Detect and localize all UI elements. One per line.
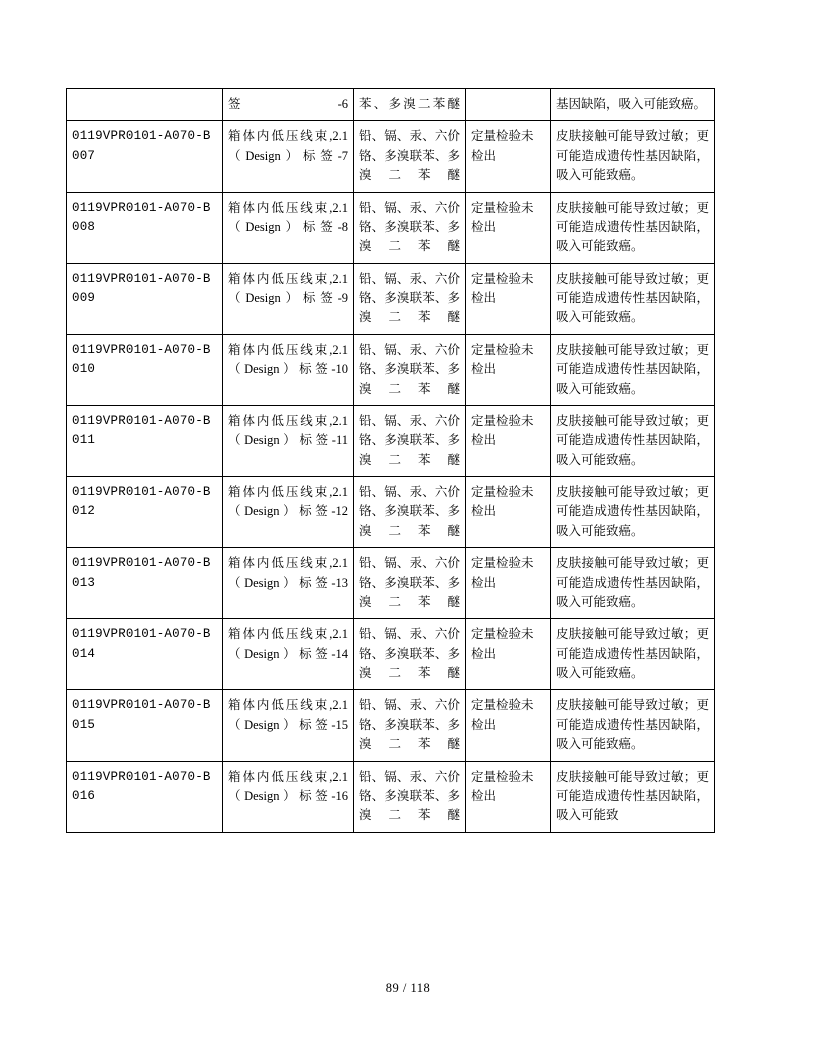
cell-substances: 铅、镉、汞、六价铬、多溴联苯、多溴二苯醚 xyxy=(354,192,466,263)
cell-hazard-description: 皮肤接触可能导致过敏；更可能造成遗传性基因缺陷，吸入可能致癌。 xyxy=(551,334,715,405)
cell-test-result: 定量检验未检出 xyxy=(466,477,551,548)
table-row xyxy=(67,548,715,619)
table-body xyxy=(67,89,715,833)
cell-hazard-description: 皮肤接触可能导致过敏；更可能造成遗传性基因缺陷，吸入可能致癌。 xyxy=(551,548,715,619)
cell-component-code xyxy=(67,89,223,121)
cell-test-result: 定量检验未检出 xyxy=(466,548,551,619)
cell-hazard-description: 皮肤接触可能导致过敏；更可能造成遗传性基因缺陷，吸入可能致癌。 xyxy=(551,192,715,263)
cell-part-name: 箱体内低压线束,2.1（Design）标签-11 xyxy=(223,405,354,476)
cell-hazard-description: 皮肤接触可能导致过敏；更可能造成遗传性基因缺陷，吸入可能致癌。 xyxy=(551,121,715,192)
table-row xyxy=(67,690,715,761)
cell-part-name: 箱体内低压线束,2.1（Design）标签-10 xyxy=(223,334,354,405)
cell-test-result: 定量检验未检出 xyxy=(466,121,551,192)
table-row xyxy=(67,121,715,192)
cell-component-code: 0119VPR0101-A070-B014 xyxy=(67,619,223,690)
cell-component-code: 0119VPR0101-A070-B010 xyxy=(67,334,223,405)
page-number-footer: 89 / 118 xyxy=(385,981,431,995)
compliance-table xyxy=(66,88,715,833)
cell-test-result xyxy=(466,89,551,121)
cell-part-name: 箱体内低压线束,2.1（Design）标签-7 xyxy=(223,121,354,192)
table-row xyxy=(67,405,715,476)
cell-test-result: 定量检验未检出 xyxy=(466,334,551,405)
cell-test-result: 定量检验未检出 xyxy=(466,761,551,832)
cell-component-code: 0119VPR0101-A070-B013 xyxy=(67,548,223,619)
cell-part-name: 箱体内低压线束,2.1（Design）标签-16 xyxy=(223,761,354,832)
table-row xyxy=(67,89,715,121)
table-row xyxy=(67,334,715,405)
cell-test-result: 定量检验未检出 xyxy=(466,619,551,690)
cell-part-name: 箱体内低压线束,2.1（Design）标签-13 xyxy=(223,548,354,619)
cell-component-code: 0119VPR0101-A070-B012 xyxy=(67,477,223,548)
cell-test-result: 定量检验未检出 xyxy=(466,192,551,263)
cell-component-code: 0119VPR0101-A070-B008 xyxy=(67,192,223,263)
cell-substances: 苯、多溴二苯醚 xyxy=(354,89,466,121)
cell-substances: 铅、镉、汞、六价铬、多溴联苯、多溴二苯醚 xyxy=(354,548,466,619)
cell-substances: 铅、镉、汞、六价铬、多溴联苯、多溴二苯醚 xyxy=(354,121,466,192)
cell-component-code: 0119VPR0101-A070-B007 xyxy=(67,121,223,192)
table-row xyxy=(67,263,715,334)
table-row xyxy=(67,477,715,548)
cell-component-code: 0119VPR0101-A070-B009 xyxy=(67,263,223,334)
cell-substances: 铅、镉、汞、六价铬、多溴联苯、多溴二苯醚 xyxy=(354,405,466,476)
cell-hazard-description: 基因缺陷，吸入可能致癌。 xyxy=(551,89,715,121)
cell-test-result: 定量检验未检出 xyxy=(466,690,551,761)
cell-component-code: 0119VPR0101-A070-B016 xyxy=(67,761,223,832)
cell-hazard-description: 皮肤接触可能导致过敏；更可能造成遗传性基因缺陷，吸入可能致癌。 xyxy=(551,619,715,690)
cell-hazard-description: 皮肤接触可能导致过敏；更可能造成遗传性基因缺陷，吸入可能致癌。 xyxy=(551,690,715,761)
cell-substances: 铅、镉、汞、六价铬、多溴联苯、多溴二苯醚 xyxy=(354,619,466,690)
table-row xyxy=(67,761,715,832)
cell-part-name: 箱体内低压线束,2.1（Design）标签-8 xyxy=(223,192,354,263)
cell-part-name: 箱体内低压线束,2.1（Design）标签-12 xyxy=(223,477,354,548)
cell-hazard-description: 皮肤接触可能导致过敏；更可能造成遗传性基因缺陷，吸入可能致癌。 xyxy=(551,405,715,476)
cell-part-name: 箱体内低压线束,2.1（Design）标签-15 xyxy=(223,690,354,761)
cell-test-result: 定量检验未检出 xyxy=(466,405,551,476)
cell-substances: 铅、镉、汞、六价铬、多溴联苯、多溴二苯醚 xyxy=(354,761,466,832)
cell-substances: 铅、镉、汞、六价铬、多溴联苯、多溴二苯醚 xyxy=(354,263,466,334)
cell-hazard-description: 皮肤接触可能导致过敏；更可能造成遗传性基因缺陷，吸入可能致癌。 xyxy=(551,477,715,548)
cell-substances: 铅、镉、汞、六价铬、多溴联苯、多溴二苯醚 xyxy=(354,690,466,761)
cell-component-code: 0119VPR0101-A070-B015 xyxy=(67,690,223,761)
table-row xyxy=(67,192,715,263)
table-row xyxy=(67,619,715,690)
cell-test-result: 定量检验未检出 xyxy=(466,263,551,334)
cell-component-code: 0119VPR0101-A070-B011 xyxy=(67,405,223,476)
cell-part-name: 签-6 xyxy=(223,89,354,121)
cell-substances: 铅、镉、汞、六价铬、多溴联苯、多溴二苯醚 xyxy=(354,477,466,548)
cell-substances: 铅、镉、汞、六价铬、多溴联苯、多溴二苯醚 xyxy=(354,334,466,405)
cell-part-name: 箱体内低压线束,2.1（Design）标签-14 xyxy=(223,619,354,690)
cell-part-name: 箱体内低压线束,2.1（Design）标签-9 xyxy=(223,263,354,334)
cell-hazard-description: 皮肤接触可能导致过敏；更可能造成遗传性基因缺陷，吸入可能致癌。 xyxy=(551,263,715,334)
cell-hazard-description: 皮肤接触可能导致过敏；更可能造成遗传性基因缺陷，吸入可能致 xyxy=(551,761,715,832)
